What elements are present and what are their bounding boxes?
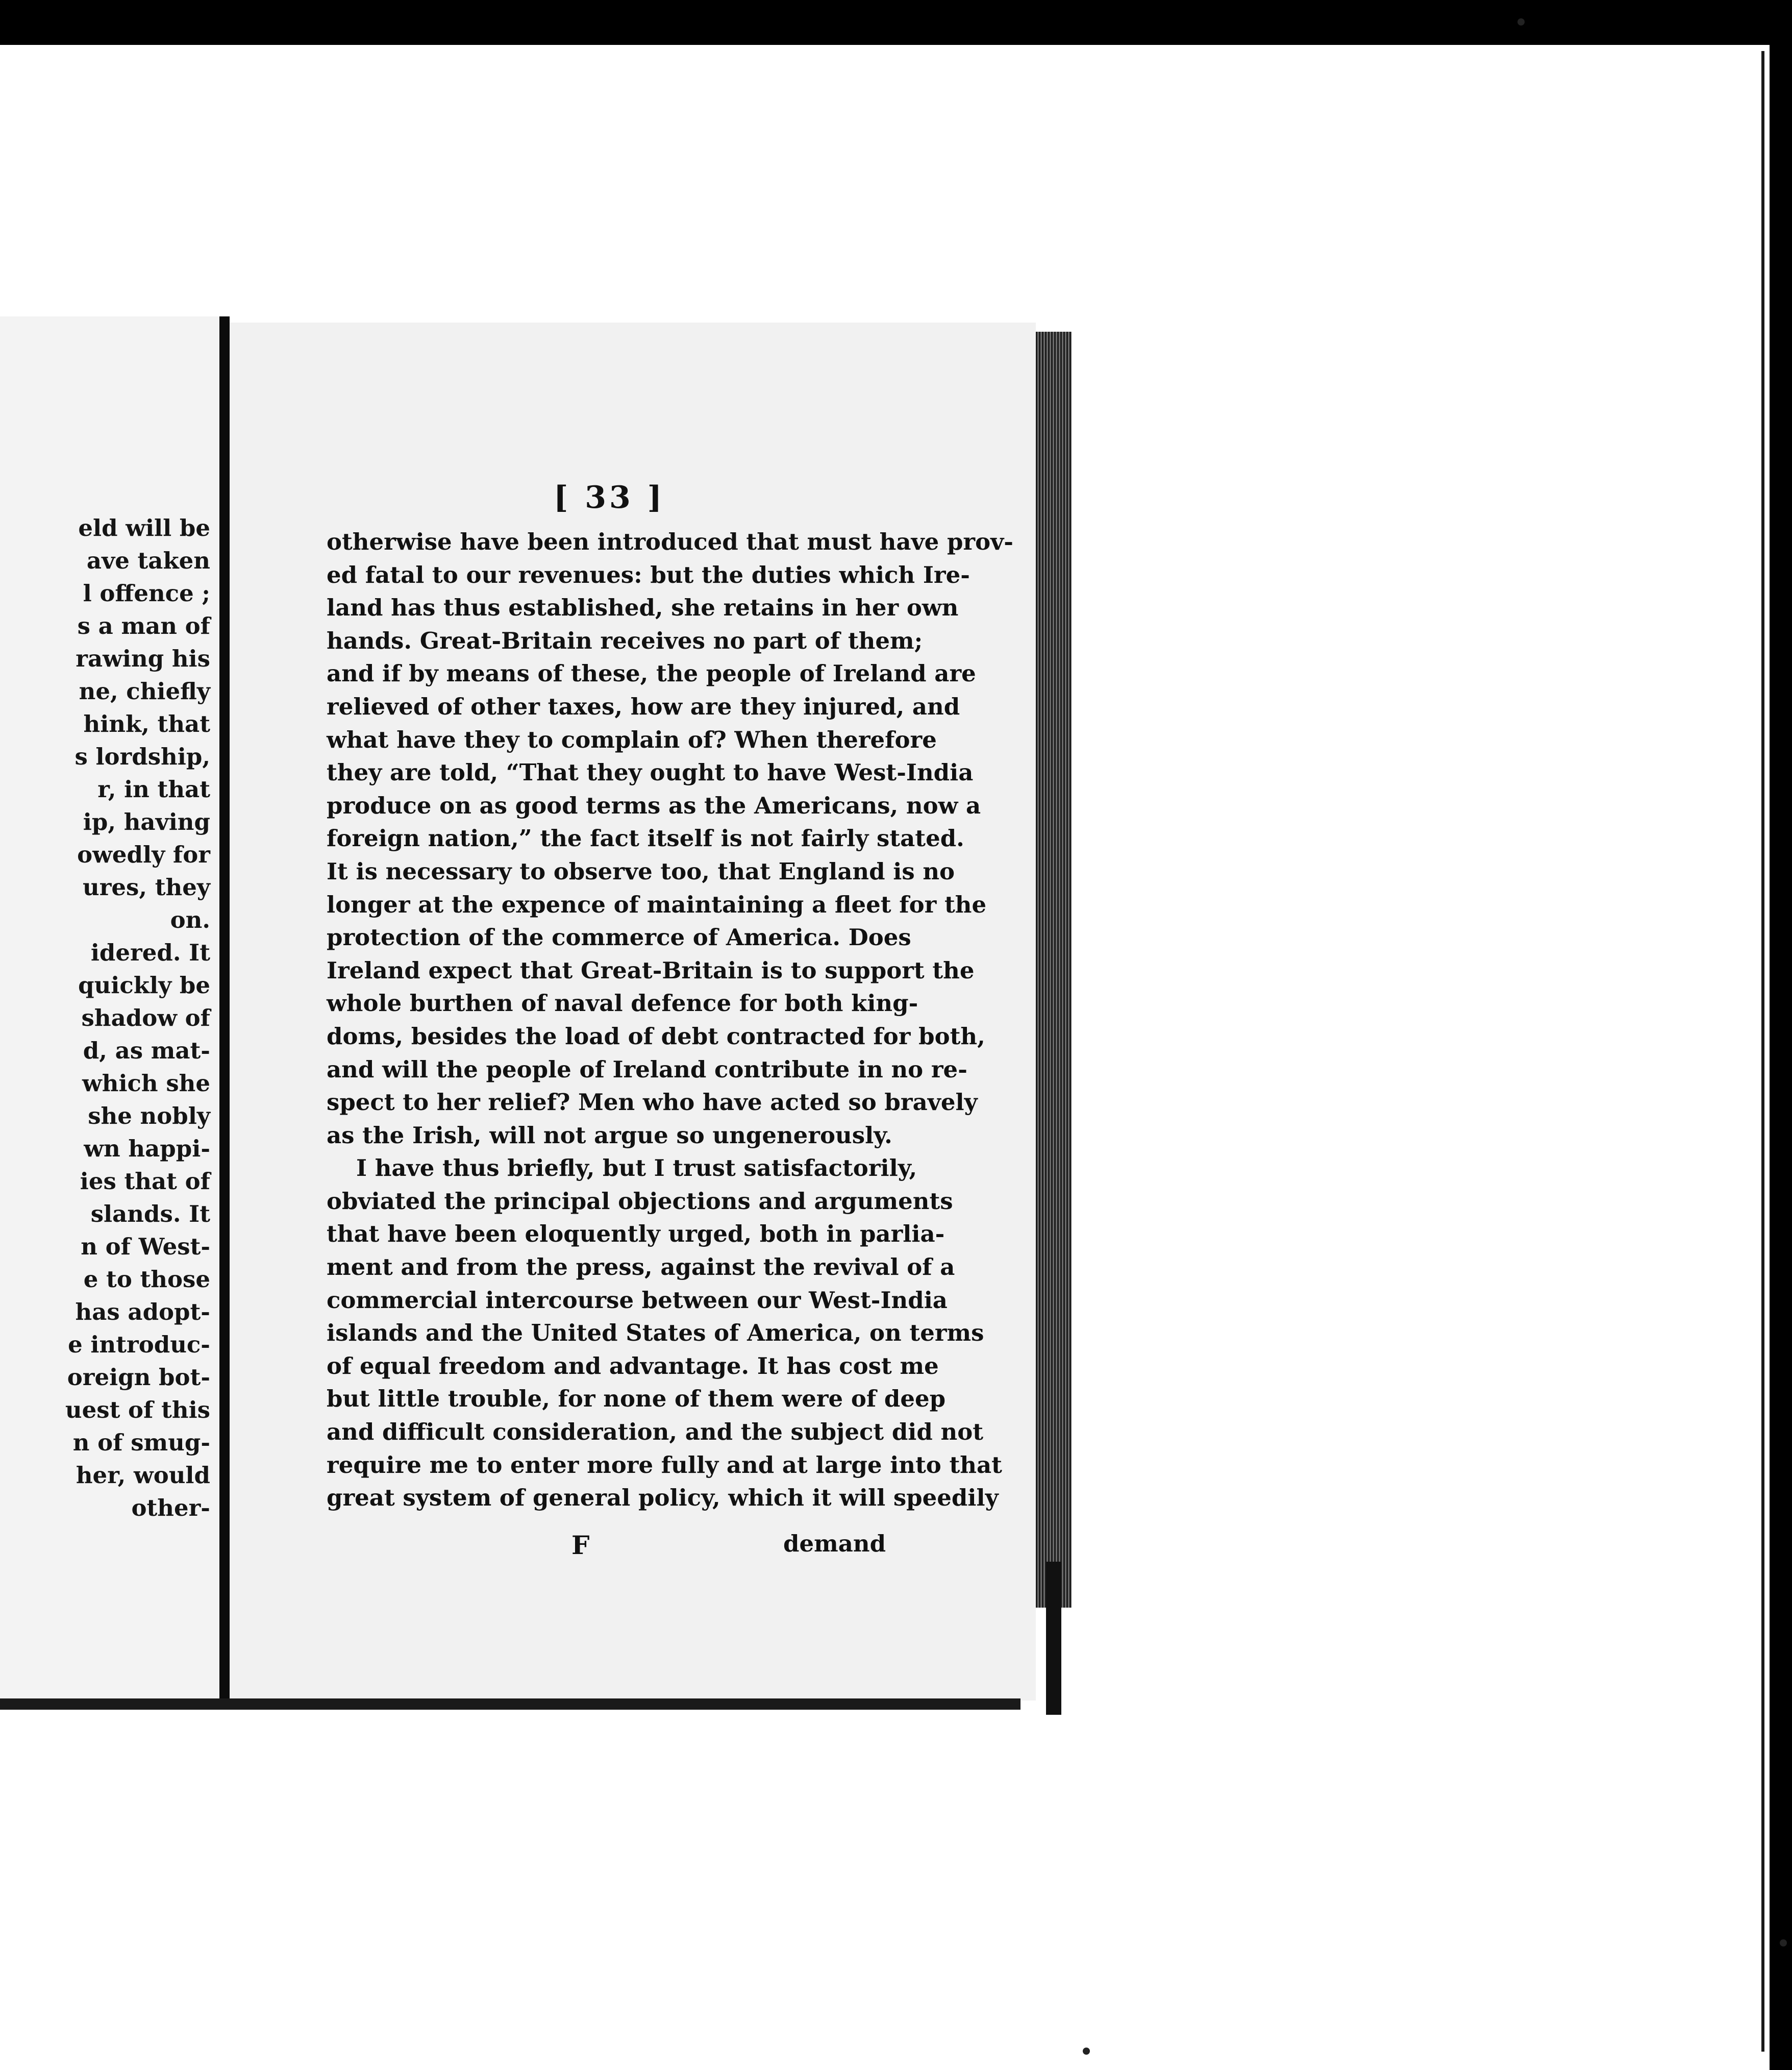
text-line: protection of the commerce of America. Does <box>327 924 911 951</box>
left-page-line: hink, that <box>83 710 210 737</box>
text-line: and will the people of Ireland contribute in no re- <box>327 1055 967 1083</box>
left-page-line: she nobly <box>88 1102 210 1129</box>
signature-mark: F <box>571 1530 590 1560</box>
left-page-line: e to those <box>83 1266 210 1293</box>
left-page-line: idered. It <box>90 939 210 966</box>
left-page-line: s lordship, <box>74 743 210 770</box>
text-line: as the Irish, will not argue so ungenerously. <box>327 1121 892 1149</box>
text-line: produce on as good terms as the Americans, now a <box>327 792 981 819</box>
left-page-line: which she <box>82 1070 210 1097</box>
left-page-line: l offence ; <box>83 580 210 607</box>
left-page-line: ne, chiefly <box>79 678 210 705</box>
text-line: land has thus established, she retains in her own <box>327 594 959 622</box>
text-line: and if by means of these, the people of Ireland are <box>327 660 976 687</box>
text-line: spect to her relief? Men who have acted so bravely <box>327 1089 978 1116</box>
left-page-line: wn happi- <box>84 1135 210 1162</box>
left-page-line: uest of this <box>65 1396 210 1423</box>
text-line: otherwise have been introduced that must have prov- <box>327 528 1013 555</box>
text-line: relieved of other taxes, how are they injured, and <box>327 693 960 720</box>
text-line: commercial intercourse between our West-India <box>327 1286 948 1314</box>
text-line: Ireland expect that Great-Britain is to support the <box>327 956 975 984</box>
text-line: what have they to complain of? When therefore <box>327 726 937 753</box>
page-edges <box>1036 332 1072 1608</box>
scan-right-border-line <box>1761 51 1764 2052</box>
left-page-line: ip, having <box>83 808 210 835</box>
scan-artifact <box>1083 2048 1090 2055</box>
text-line: ed fatal to our revenues: but the duties which Ire- <box>327 561 970 588</box>
left-page-line: e introduc- <box>68 1331 210 1358</box>
left-page-line: slands. It <box>90 1200 210 1227</box>
left-page-line: oreign bot- <box>67 1364 210 1391</box>
text-line: longer at the expence of maintaining a fleet for the <box>327 891 987 918</box>
text-line: whole burthen of naval defence for both king- <box>327 990 918 1017</box>
text-line: islands and the United States of America, on terms <box>327 1319 984 1347</box>
catchword: demand <box>783 1530 886 1557</box>
left-page-line: has adopt- <box>75 1298 210 1325</box>
left-page-line: ave taken <box>86 547 210 574</box>
text-line: that have been eloquently urged, both in parlia- <box>327 1220 945 1248</box>
text-line: hands. Great-Britain receives no part of them; <box>327 627 923 654</box>
left-page-line: quickly be <box>78 972 210 999</box>
scan-right-border <box>1770 45 1792 2070</box>
page-body-text <box>327 526 1013 1515</box>
left-page-line: ures, they <box>82 874 210 901</box>
left-page <box>0 316 219 1699</box>
left-page-line: shadow of <box>81 1004 210 1031</box>
page-bottom-shadow <box>0 1698 1021 1710</box>
left-page-line: n of West- <box>81 1233 210 1260</box>
text-line: It is necessary to observe too, that England is no <box>327 857 955 885</box>
left-page-line: ies that of <box>80 1168 210 1195</box>
text-line: ment and from the press, against the revival of a <box>327 1253 955 1281</box>
text-line: and difficult consideration, and the subject did not <box>327 1418 984 1446</box>
text-line: they are told, “That they ought to have West-India <box>327 759 974 786</box>
left-page-line: n of smug- <box>72 1429 210 1456</box>
page-number: [ 33 ] <box>554 480 665 515</box>
text-line: doms, besides the load of debt contracted for both, <box>327 1022 985 1050</box>
text-line: but little trouble, for none of them were of deep <box>327 1385 946 1413</box>
text-line: of equal freedom and advantage. It has cost me <box>327 1352 939 1379</box>
left-page-line: on. <box>170 906 210 933</box>
page-edges-shadow <box>1046 1562 1061 1715</box>
left-page-line: her, would <box>76 1462 210 1489</box>
text-line: obviated the principal objections and arguments <box>327 1187 953 1215</box>
text-line: foreign nation,” the fact itself is not fairly stated. <box>327 825 964 852</box>
left-page-line: eld will be <box>78 514 210 541</box>
left-page-line: s a man of <box>77 612 210 639</box>
book-spine-divider <box>219 316 230 1705</box>
left-page-line: r, in that <box>97 776 210 803</box>
left-page-line: d, as mat- <box>83 1037 210 1064</box>
scan-artifact <box>1517 18 1525 26</box>
text-line: I have thus briefly, but I trust satisfactorily, <box>356 1154 917 1182</box>
scan-artifact <box>1780 1939 1787 1946</box>
text-line: require me to enter more fully and at large into that <box>327 1451 1002 1478</box>
left-page-line: owedly for <box>77 841 210 868</box>
left-page-line: rawing his <box>76 645 210 672</box>
left-page-line: other- <box>131 1494 210 1521</box>
text-line: great system of general policy, which it will speedily <box>327 1484 999 1512</box>
